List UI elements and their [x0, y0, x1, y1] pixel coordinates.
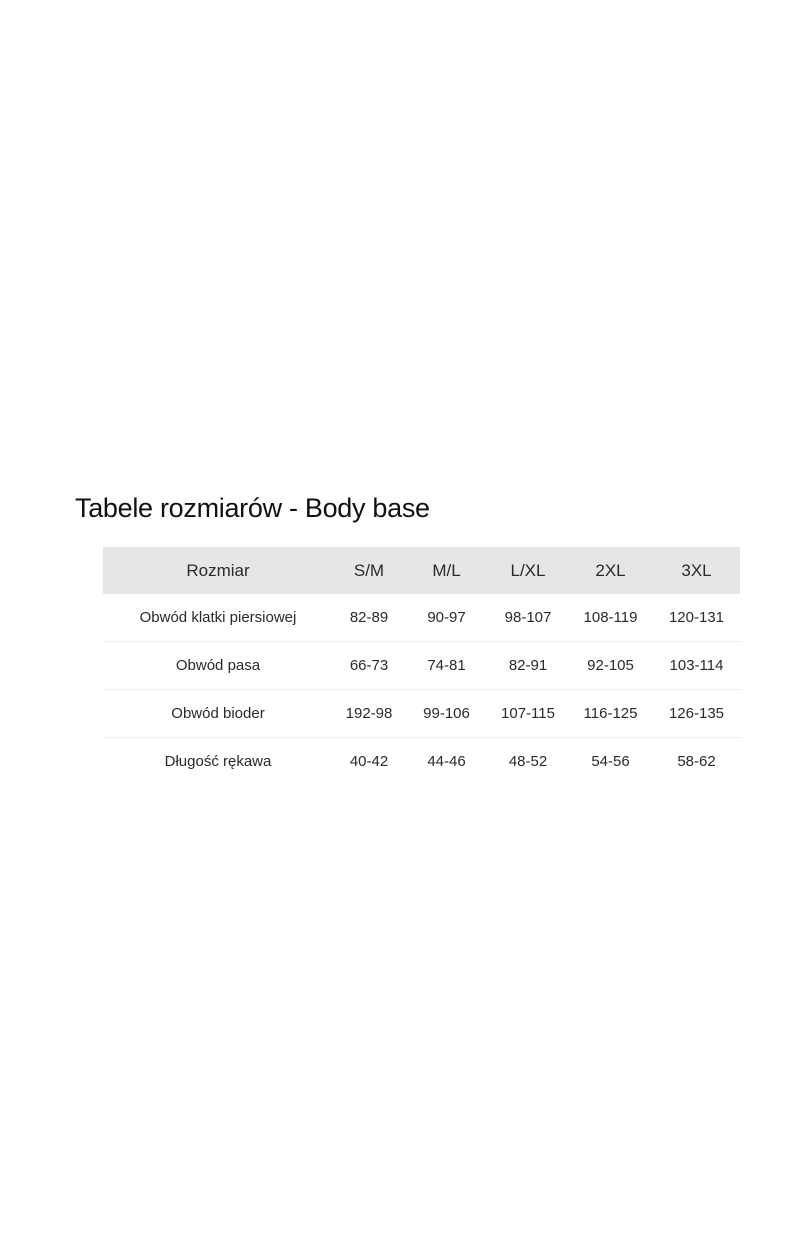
row-label: Długość rękawa [164, 753, 272, 770]
header-sm: S/M [353, 560, 385, 580]
table-cell: 92-105 [568, 642, 653, 690]
table-cell: 82-89 [333, 594, 405, 642]
table-row [103, 594, 740, 642]
table-cell: 48-52 [508, 753, 548, 770]
row-label: Obwód pasa [103, 642, 333, 690]
table-row [103, 738, 740, 786]
table-cell: 40-42 [349, 753, 389, 770]
table-cell: 82-91 [488, 642, 568, 690]
header-2xl: 2XL [595, 560, 626, 580]
header-ml: M/L [432, 560, 461, 580]
header-lxl: L/XL [510, 560, 546, 580]
table-cell: 98-107 [488, 594, 568, 642]
table-cell: 74-81 [405, 642, 488, 690]
table-cell: 120-131 [653, 594, 740, 642]
table-cell: 192-98 [333, 690, 405, 738]
chart-title: Tabele rozmiarów - Body base [75, 493, 430, 523]
row-label: Obwód bioder [103, 690, 333, 738]
table-row [103, 642, 740, 690]
table-cell: 108-119 [568, 594, 653, 642]
table-cell: 103-114 [653, 642, 740, 690]
row-label: Obwód klatki piersiowej [103, 594, 333, 642]
table-cell: 44-46 [427, 753, 466, 770]
table-cell: 99-106 [405, 690, 488, 738]
table-cell: 107-115 [488, 690, 568, 738]
header-3xl: 3XL [681, 560, 712, 580]
table-cell: 54-56 [591, 753, 630, 770]
table-cell: 58-62 [677, 753, 716, 770]
table-row [103, 690, 740, 738]
size-table [103, 547, 740, 785]
table-cell: 66-73 [333, 642, 405, 690]
header-size: Rozmiar [186, 560, 250, 580]
size-table-header-row [103, 547, 740, 594]
table-cell: 116-125 [568, 690, 653, 738]
table-cell: 90-97 [405, 594, 488, 642]
table-cell: 126-135 [653, 690, 740, 738]
